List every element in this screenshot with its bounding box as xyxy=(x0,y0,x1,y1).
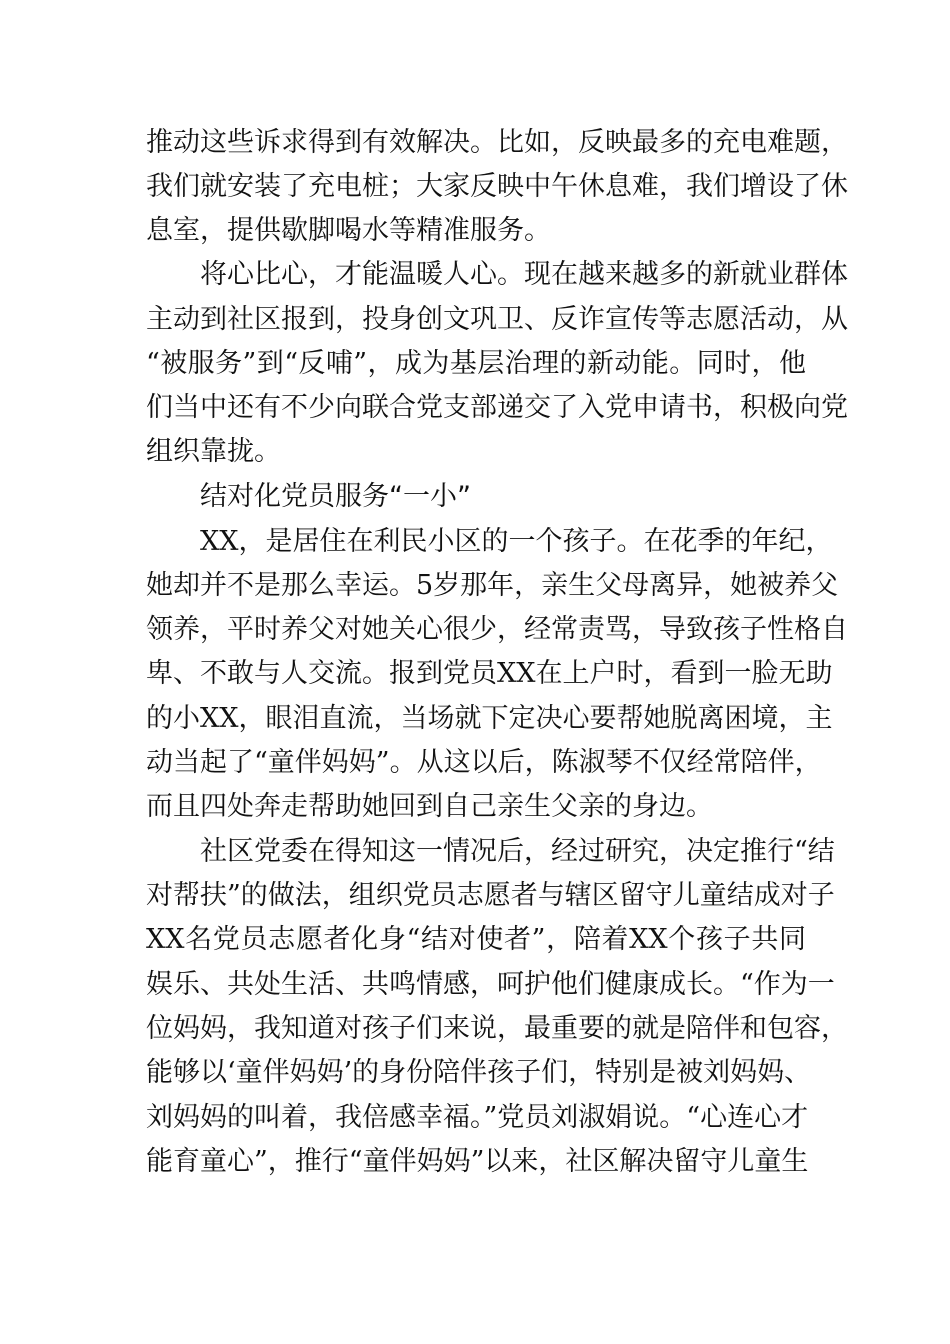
paragraph-3-line-5: 的小XX，眼泪直流，当场就下定决心要帮她脱离困境，主 xyxy=(146,703,833,734)
paragraph-3-line-7: 而且四处奔走帮助她回到自己亲生父亲的身边。 xyxy=(146,791,713,822)
paragraph-4-line-8: 能育童心”，推行“童伴妈妈”以来，社区解决留守儿童生 xyxy=(146,1146,809,1177)
paragraph-2-line-3: “被服务”到“反哺”，成为基层治理的新动能。同时，他 xyxy=(146,348,806,379)
paragraph-1-line-3: 息室，提供歇脚喝水等精准服务。 xyxy=(146,215,551,246)
paragraph-4-line-2: 对帮扶”的做法，组织党员志愿者与辖区留守儿童结成对子 xyxy=(146,880,835,911)
paragraph-1-line-2: 我们就安装了充电桩；大家反映中午休息难，我们增设了休 xyxy=(146,171,848,202)
paragraph-2-line-2: 主动到社区报到，投身创文巩卫、反诈宣传等志愿活动，从 xyxy=(146,304,848,335)
paragraph-4-line-6: 能够以‘童伴妈妈’的身份陪伴孩子们，特别是被刘妈妈、 xyxy=(146,1057,812,1088)
paragraph-3-line-4: 卑、不敢与人交流。报到党员XX在上户时，看到一脸无助 xyxy=(146,658,833,689)
paragraph-4-line-1: 社区党委在得知这一情况后，经过研究，决定推行“结 xyxy=(200,836,835,867)
paragraph-4-line-3: XX名党员志愿者化身“结对使者”，陪着XX个孩子共同 xyxy=(146,924,806,955)
paragraph-3-line-6: 动当起了“童伴妈妈”。从这以后，陈淑琴不仅经常陪伴， xyxy=(146,747,822,778)
paragraph-1-line-1: 推动这些诉求得到有效解决。比如，反映最多的充电难题， xyxy=(146,127,848,158)
paragraph-2-line-5: 组织靠拢。 xyxy=(146,436,281,467)
paragraph-3-line-1: XX，是居住在利民小区的一个孩子。在花季的年纪， xyxy=(200,526,833,557)
paragraph-2-line-4: 们当中还有不少向联合党支部递交了入党申请书，积极向党 xyxy=(146,392,848,423)
paragraph-4-line-7: 刘妈妈的叫着，我倍感幸福。”党员刘淑娟说。“心连心才 xyxy=(146,1102,809,1133)
paragraph-3-line-3: 领养，平时养父对她关心很少，经常责骂，导致孩子性格自 xyxy=(146,614,848,645)
paragraph-3-line-2: 她却并不是那么幸运。5岁那年，亲生父母离异，她被养父 xyxy=(146,570,839,601)
paragraph-2-line-1: 将心比心，才能温暖人心。现在越来越多的新就业群体 xyxy=(200,259,848,290)
section-heading: 结对化党员服务“一小” xyxy=(200,481,471,512)
paragraph-4-line-4: 娱乐、共处生活、共鸣情感，呵护他们健康成长。“作为一 xyxy=(146,969,835,1000)
paragraph-4-line-5: 位妈妈，我知道对孩子们来说，最重要的就是陪伴和包容， xyxy=(146,1013,848,1044)
